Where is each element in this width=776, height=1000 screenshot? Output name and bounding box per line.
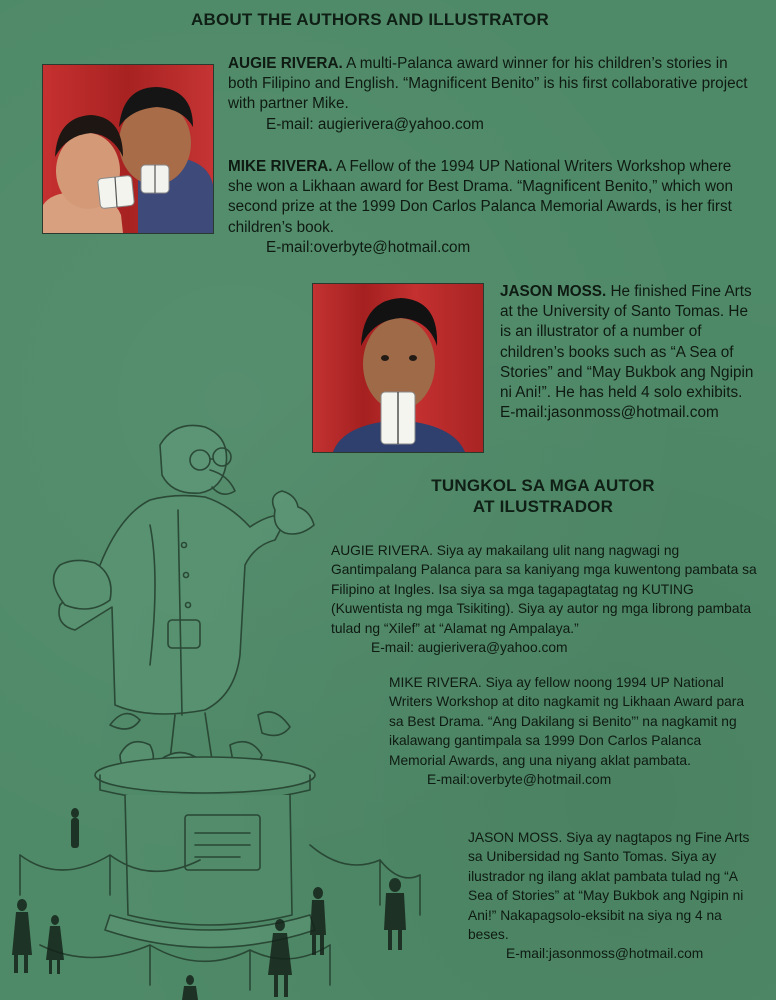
authors-photo xyxy=(42,64,214,234)
filipino-title-line1: TUNGKOL SA MGA AUTOR xyxy=(431,476,655,495)
mike-bio-filipino xyxy=(389,673,757,789)
jason-filipino-email: E-mail:jasonmoss@hotmail.com xyxy=(506,946,704,962)
mike-bio xyxy=(228,157,748,258)
augie-name: AUGIE RIVERA. xyxy=(228,55,343,72)
jason-filipino-text: JASON MOSS. Siya ay nagtapos ng Fine Arts sa Unibersidad ng Santo Tomas. Siya ay ilustrador ng ilang aklat pambata tulad ng “A Sea of Stories” at “May Bukbok ang Ngipin ni Ani!” Nakapagsolo-eksibit na siya ng 4 na beses. xyxy=(468,830,750,943)
mike-filipino-email: E-mail:overbyte@hotmail.com xyxy=(427,772,612,788)
mike-name: MIKE RIVERA. xyxy=(228,158,333,175)
augie-bio-text: A multi-Palanca award winner for his children’s stories in both Filipino and English. “Magnificent Benito” is his first collaborative project with partner Mike. xyxy=(228,55,748,113)
augie-bio xyxy=(228,54,748,135)
jason-email: E-mail:jasonmoss@hotmail.com xyxy=(500,404,719,422)
page-title: ABOUT THE AUTHORS AND ILLUSTRATOR xyxy=(191,10,549,29)
mike-email: E-mail:overbyte@hotmail.com xyxy=(266,238,471,256)
filipino-title-line2: AT ILUSTRADOR xyxy=(472,497,614,516)
augie-email: E-mail: augierivera@yahoo.com xyxy=(266,115,484,133)
mike-bio-text: A Fellow of the 1994 UP National Writers Workshop where she won a Likhaan award for Best Drama. “Magnificent Benito,” which won second prize at the 1999 Don Carlos Palanca Memorial Awards, is her first children’s book. xyxy=(228,158,734,236)
augie-filipino-email: E-mail: augierivera@yahoo.com xyxy=(371,640,568,656)
jason-bio-text: He finished Fine Arts at the University of Santo Tomas. He is an illustrator of a number of children’s books such as “A Sea of Stories” and “May Bukbok ang Ngipin ni Ani!”. He has held 4 solo exhibits. xyxy=(500,283,754,402)
augie-filipino-text: AUGIE RIVERA. Siya ay makailang ulit nang nagwagi ng Gantimpalang Palanca para sa kaniyang mga kuwentong pambata sa Filipino at Ingles. Isa siya sa mga tagapagtatag ng KUTING (Kuwentista ng mga Tsikiting). Siya ay autor ng mga librong pambata tulad ng “Xilef” at “Alamat ng Ampalaya.” xyxy=(331,543,757,636)
jason-name: JASON MOSS. xyxy=(500,283,607,300)
filipino-title xyxy=(400,475,686,517)
mike-filipino-text: MIKE RIVERA. Siya ay fellow noong 1994 UP National Writers Workshop at dito nagkamit ng Likhaan Award para sa Best Drama. “Ang Dakilang si Benito”’ na nagkamit ng ikalawang gantimpala sa 1999 Don Carlos Palanca Memorial Awards, ang una niyang aklat pambata. xyxy=(389,675,745,768)
statue-illustration xyxy=(0,415,430,1000)
jason-bio xyxy=(500,282,762,423)
jason-bio-filipino xyxy=(468,828,758,964)
